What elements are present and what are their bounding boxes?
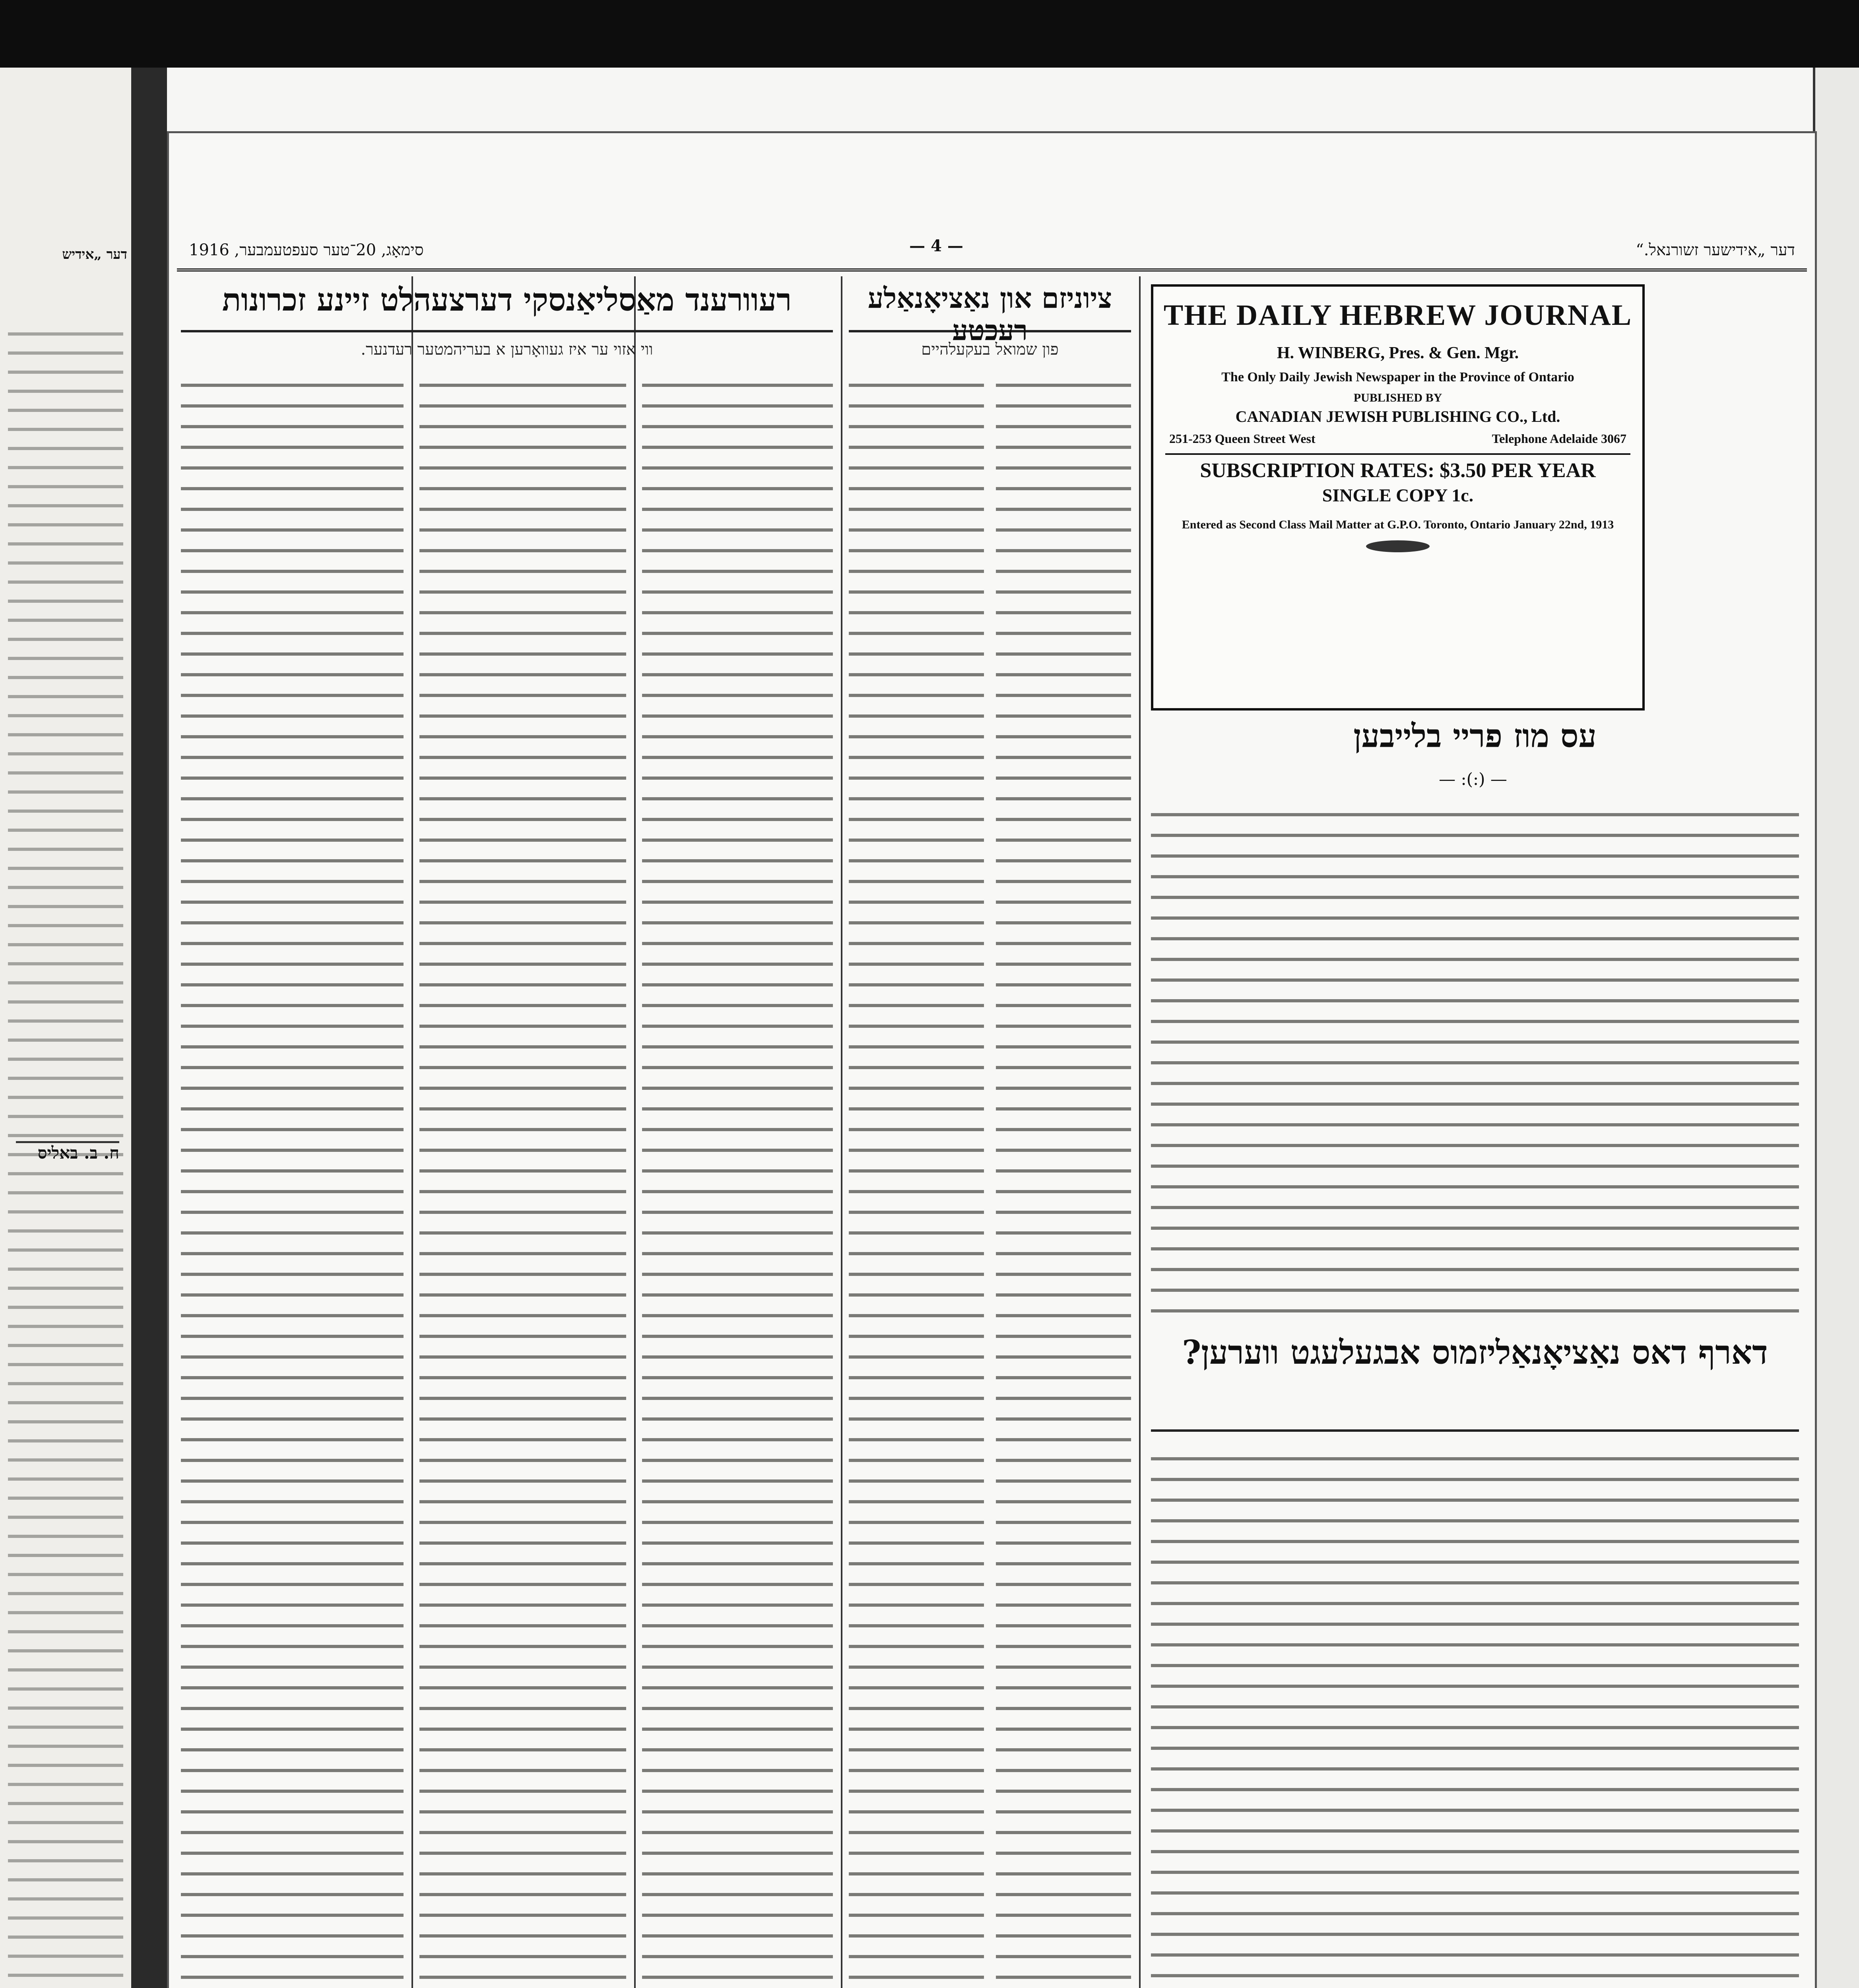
column-rule [411, 276, 413, 1988]
editorial-headline-free: עס מוז פריי בלייבען [1353, 717, 1597, 755]
column-rule [1139, 276, 1141, 1988]
masthead-owner: H. WINBERG, Pres. & Gen. Mgr. [1277, 344, 1519, 362]
prev-page-header: דער „אידיש [62, 247, 127, 262]
article-text-column [996, 372, 1131, 1988]
article-text-column [642, 372, 833, 1988]
section-ornament: — :(:) — [1439, 769, 1507, 789]
editorial-text [1151, 801, 1799, 1318]
prev-page-mid-notice: ח. ב. באליס [16, 1141, 119, 1207]
masliansky-byline: ווי אזוי ער איז געוואָרען א בעריהמטער רעדנער. [361, 340, 653, 359]
header-date: סימאָג, 20־טער סעפטעמבער, 1916 [189, 241, 424, 259]
masthead-subscription: SUBSCRIPTION RATES: $3.50 PER YEAR [1200, 459, 1596, 482]
masthead-divider [1165, 453, 1630, 455]
masthead-ornament [1366, 540, 1430, 552]
masthead-box [1151, 284, 1645, 711]
zionism-headline: ציוניזם און נאַציאָנאַלע רעכטע [849, 282, 1131, 332]
editorial-headline-nationalism: דארף דאס נאַציאָנאַליזמוס אבגעלעגט ווערען? [1151, 1334, 1799, 1432]
article-text-column [181, 372, 404, 1988]
editorial-text [1151, 1445, 1799, 1988]
column-rule [634, 276, 636, 1988]
header-paper-name: דער „אידישער זשורנאל.“ [1636, 241, 1795, 259]
masthead-company: CANADIAN JEWISH PUBLISHING CO., Ltd. [1235, 408, 1560, 425]
page-header [177, 237, 1807, 272]
newspaper-page [167, 131, 1817, 1988]
masthead-title: THE DAILY HEBREW JOURNAL [1163, 299, 1632, 332]
header-page-number: — 4 — [909, 237, 963, 255]
masliansky-headline: רעוורענד מאַסליאַנסקי דערצעהלט זיינע זכרונות [181, 282, 833, 332]
masthead-telephone: Telephone Adelaide 3067 [1492, 431, 1626, 446]
masthead-entered-notice: Entered as Second Class Mail Matter at G.P.O. Toronto, Ontario January 22nd, 1913 [1182, 518, 1614, 531]
article-text-column [419, 372, 626, 1988]
column-rule [841, 276, 842, 1988]
masthead-description: The Only Daily Jewish Newspaper in the Province of Ontario [1221, 370, 1574, 384]
masthead-published-by: PUBLISHED BY [1353, 391, 1442, 404]
masthead-address-row [1153, 431, 1642, 446]
masthead-single-copy: SINGLE COPY 1c. [1322, 485, 1474, 505]
previous-page-fragment [0, 68, 133, 1988]
prev-page-title-fragment [8, 270, 127, 314]
zionism-byline: פון שמואל בעקעלהיים [921, 340, 1059, 359]
article-text-column [849, 372, 984, 1988]
page-gutter [131, 68, 167, 1988]
scan-top-border [0, 0, 1859, 68]
masthead-address: 251-253 Queen Street West [1169, 431, 1316, 446]
scan-right-edge [1813, 68, 1859, 1988]
